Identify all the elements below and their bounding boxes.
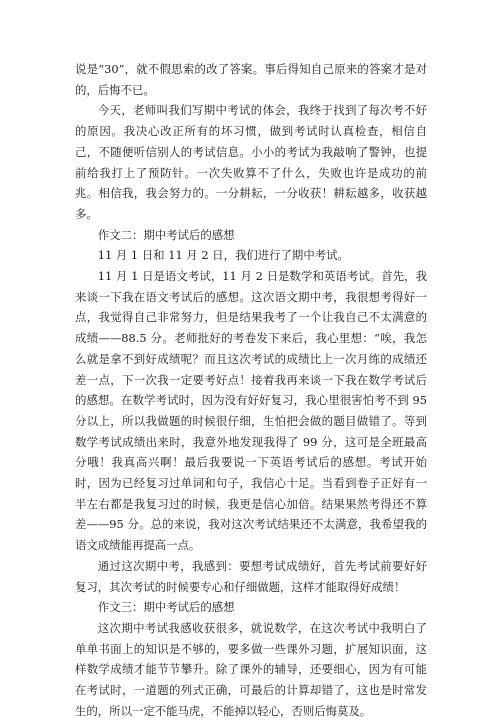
essay-three-heading: 作文三：期中考试后的感想 xyxy=(97,600,235,615)
paragraph-reflection: 今天，老师叫我们写期中考试的体会，我终于找到了每次考不好的原因。我决心改正所有的坏习惯，做到考试时认真检查，相信自己，不随便听信别人的考试信息。小小的考试为我敲响了警钟，也提前给我打上了预防针。一次失败算不了什么，失败也许是成功的前兆。相信我，我会努力的。一分耕耘，一分收获！耕耘越多，收获越多。 xyxy=(75,103,427,221)
paragraph-exam-dates: 11 月 1 日和 11 月 2 日，我们进行了期中考试。 xyxy=(97,248,349,263)
paragraph-conclusion: 通过这次期中考，我感到：要想考试成绩好，首先考试前要好好复习，其次考试的时候要专心和仔细做题，这样才能取得好成绩！ xyxy=(75,558,427,594)
paragraph-essay-three: 这次期中考试我感收获很多，就说数学，在这次考试中我明白了单单书面上的知识是不够的，要多做一些课外习题，扩展知识面，这样数学成绩才能节节攀升。除了课外的辅导，还要细心，因为有可能在考试时，一道题的列式正确，可最后的计算却错了，这也是时常发生的，所以一定不能马虎，不能掉以轻心，否则后悔莫及。 xyxy=(75,620,427,718)
paragraph-exam-reflections: 11 月 1 日是语文考试，11 月 2 日是数学和英语考试。首先，我来谈一下我在语文考试后的感想。这次语文期中考，我很想考得好一点，我觉得自己非常努力，但是结果我考了一个让我自己不太满意的成绩——88.5 分。老师批好的考卷发下来后，我心里想：“唉，我怎么就是拿不到好成绩呢？而且这次考试的成绩比上一次月练的成绩还差一点，下一次我一定要考好点！接着我再来谈一下我在数学考试后的感想。在数学考试时，因为没有好好复习，我心里很害怕考不到 95 分以上，所以我做题的时候很仔细，生怕把会做的题目做错了。等到数学考试成绩出来时，我意外地发现我得了 99 分，这可是全班最高分哦！我真高兴啊！最后我要说一下英语考试后的感想。考试开始时，因为已经复习过单词和句子，我信心十足。当看到卷子正好有一半左右都是我复习过的时候，我更是信心加倍。结果果然考得还不算差——95 分。总的来说，我对这次考试结果还不太满意，我希望我的语文成绩能再提高一点。 xyxy=(75,269,427,553)
document-page xyxy=(75,59,427,722)
essay-two-heading: 作文二：期中考试后的感想 xyxy=(97,227,235,242)
paragraph-continuation: 说是“30”，就不假思索的改了答案。事后得知自己原来的答案才是对的，后悔不已。 xyxy=(75,62,427,97)
